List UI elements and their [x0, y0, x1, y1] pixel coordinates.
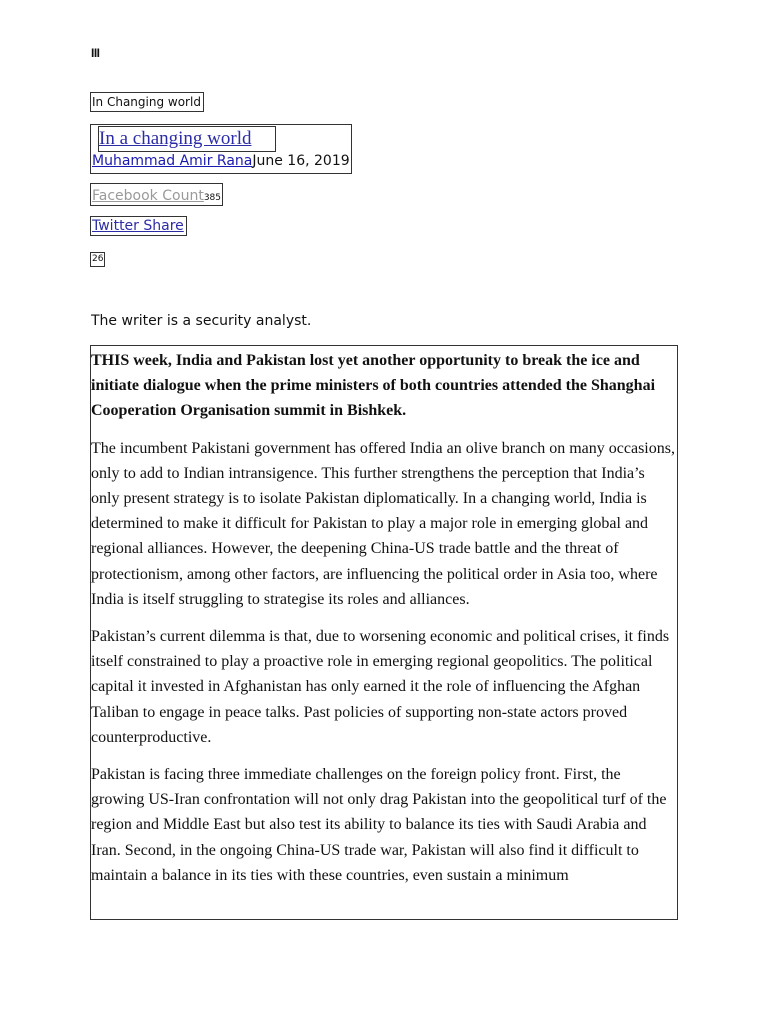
article-paragraph: The incumbent Pakistani government has offered India an olive branch on many occasions, only to add to Indian intransigence. This further strengthens the perception that India’s only present strategy is to isolate Pakistan diplomatically. In a changing world, India is determined to make it difficult for Pakistan to play a major role in emerging global and regional alliances. However, the deepening China-US trade battle and the threat of protectionism, among other factors, are influencing the political order in Asia too, where India is itself struggling to strategise its roles and alliances. — [91, 439, 675, 608]
article-body — [90, 345, 678, 920]
headline-link[interactable]: In a changing world — [98, 126, 276, 152]
twitter-share-link[interactable]: Twitter Share — [90, 216, 187, 236]
byline — [92, 152, 350, 171]
article-lead: THIS week, India and Pakistan lost yet another opportunity to break the ice and initiate dialogue when the prime ministers of both countries attended the Shanghai Cooperation Organisation summit in Bishkek. — [91, 352, 656, 420]
twitter-count: 26 — [90, 252, 105, 267]
headline-block — [90, 124, 352, 174]
facebook-count-label[interactable]: Facebook Count — [92, 188, 204, 204]
page-marker: III — [91, 46, 100, 60]
publish-date: June 16, 2019 — [252, 153, 350, 169]
author-link[interactable]: Muhammad Amir Rana — [92, 153, 253, 169]
article-paragraph: Pakistan’s current dilemma is that, due to worsening economic and political crises, it finds itself constrained to play a proactive role in emerging regional geopolitics. The political capital it invested in Afghanistan has only earned it the role of influencing the Afghan Taliban to engage in peace talks. Past policies of supporting non-state actors proved counterproductive. — [91, 628, 670, 746]
article-paragraph: Pakistan is facing three immediate challenges on the foreign policy front. First, the growing US-Iran confrontation will not only drag Pakistan into the geopolitical turf of the region and Middle East but also test its ability to balance its ties with Saudi Arabia and Iran. Second, in the ongoing China-US trade war, Pakistan will also find it difficult to maintain a balance in its ties with these countries, even sustain a minimum — [91, 766, 667, 884]
section-tag: In Changing world — [90, 92, 204, 112]
facebook-share[interactable] — [90, 183, 223, 206]
writer-note: The writer is a security analyst. — [91, 313, 312, 329]
facebook-count: 385 — [203, 193, 221, 203]
